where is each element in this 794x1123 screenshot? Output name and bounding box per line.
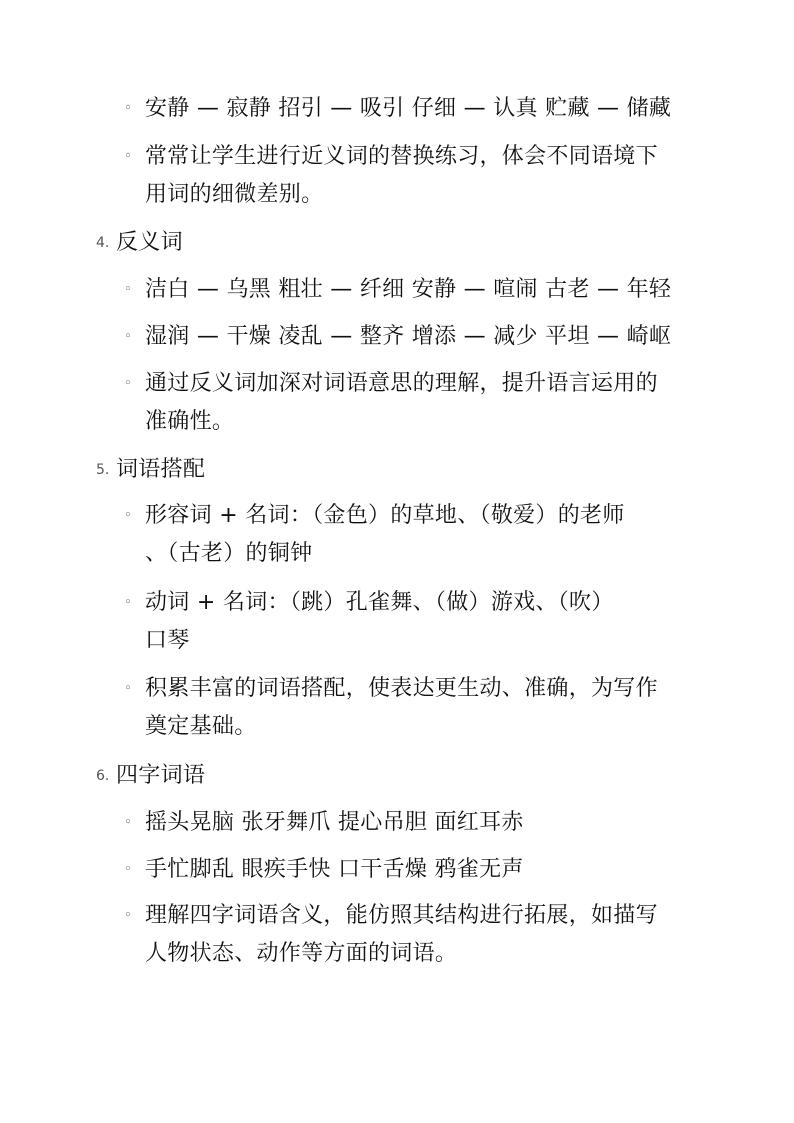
section-heading: 词语搭配	[116, 457, 206, 482]
list-item: 积累丰富的词语搭配，使表达更生动、准确，为写作	[145, 676, 658, 701]
bullet-icon: ◦	[124, 329, 132, 344]
list-item: 通过反义词加深对词语意思的理解，提升语言运用的	[145, 371, 658, 396]
list-item: 理解四字词语含义，能仿照其结构进行拓展，如描写	[145, 903, 658, 928]
list-item: 形容词 + 名词：（金色）的草地、（敬爱）的老师	[145, 503, 625, 528]
list-item: 安静 — 寂静 招引 — 吸引 仔细 — 认真 贮藏 — 储藏	[145, 96, 672, 121]
list-item-continuation: 准确性。	[145, 409, 235, 434]
list-item-continuation: 口琴	[145, 628, 190, 653]
section-number: 4.	[96, 235, 110, 251]
section-number: 5.	[96, 462, 110, 478]
section-heading: 反义词	[116, 230, 183, 255]
bullet-icon: ◦	[124, 815, 132, 830]
list-item: 常常让学生进行近义词的替换练习，体会不同语境下	[145, 144, 658, 169]
list-item: 湿润 — 干燥 凌乱 — 整齐 增添 — 减少 平坦 — 崎岖	[145, 324, 672, 349]
list-item-continuation: 用词的细微差别。	[145, 182, 324, 207]
section-number: 6.	[96, 768, 110, 784]
bullet-icon: ◦	[124, 149, 132, 164]
list-item: 洁白 — 乌黑 粗壮 — 纤细 安静 — 喧闹 古老 — 年轻	[145, 277, 672, 302]
bullet-icon: ◦	[124, 862, 132, 877]
bullet-icon: ◦	[124, 101, 132, 116]
list-item-continuation: 人物状态、动作等方面的词语。	[145, 941, 458, 966]
list-item-continuation: 、（古老）的铜钟	[145, 541, 313, 566]
bullet-icon: ◦	[124, 376, 132, 391]
list-item: 摇头晃脑 张牙舞爪 提心吊胆 面红耳赤	[145, 810, 524, 835]
section-heading: 四字词语	[116, 763, 206, 788]
bullet-icon: ◦	[124, 595, 132, 610]
bullet-icon: ◦	[124, 508, 132, 523]
list-item: 手忙脚乱 眼疾手快 口干舌燥 鸦雀无声	[145, 857, 524, 882]
list-item: 动词 + 名词：（跳）孔雀舞、（做）游戏、（吹）	[145, 590, 614, 615]
bullet-icon: ◦	[124, 908, 132, 923]
list-item-continuation: 奠定基础。	[145, 714, 257, 739]
bullet-icon: ◦	[124, 681, 132, 696]
bullet-icon: ◦	[124, 282, 132, 297]
